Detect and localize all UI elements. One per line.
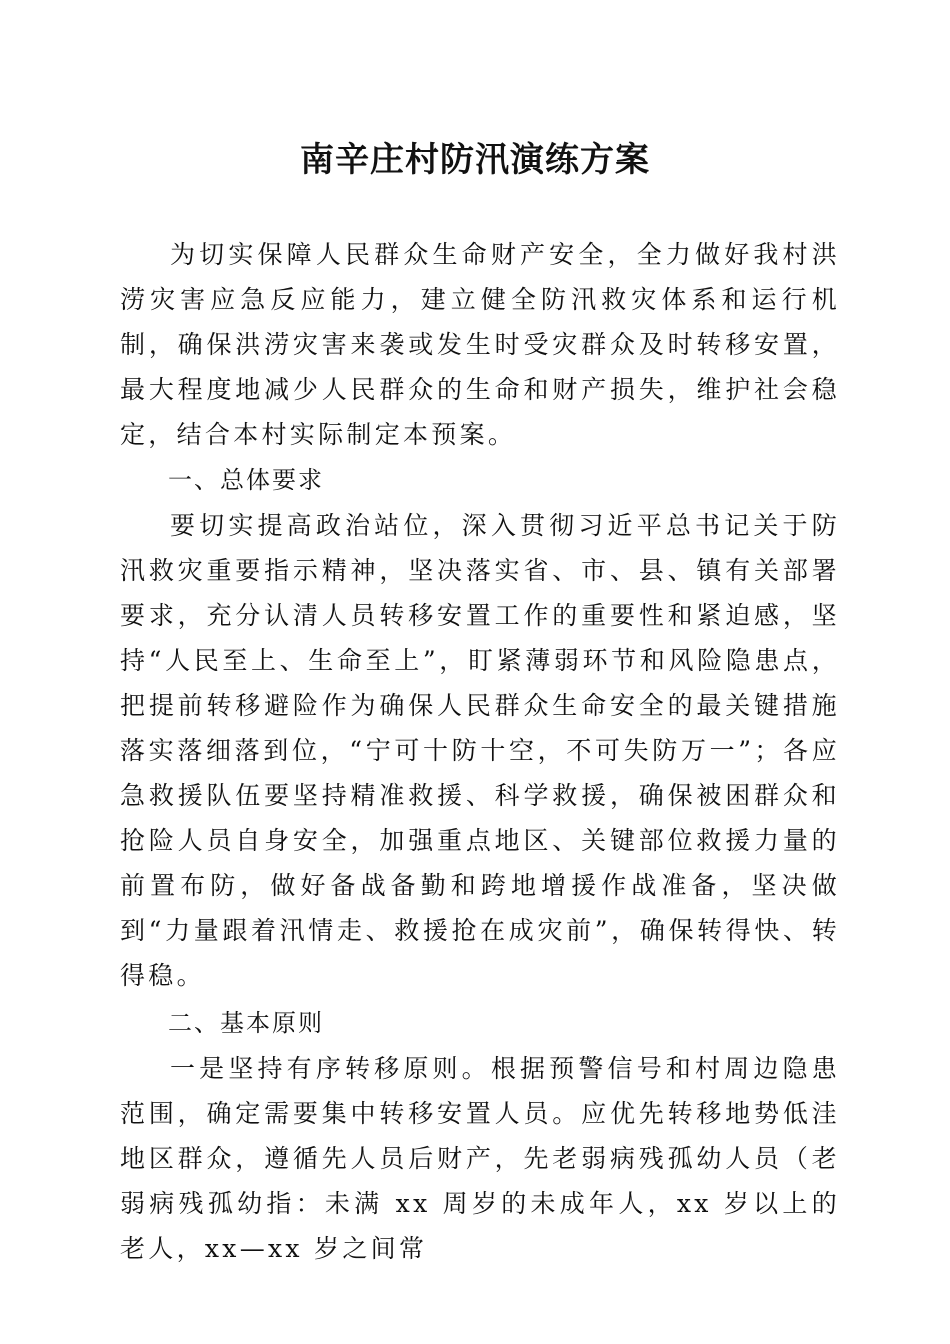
section-heading-basic-principles: 二、基本原则: [168, 1009, 324, 1037]
basic-principles-paragraph: 一是坚持有序转移原则。根据预警信号和村周边隐患范围，确定需要集中转移安置人员。应优先转移地势低洼地区群众，遵循先人员后财产，先老弱病残孤幼人员（老弱病残孤幼指：未满 xx 周岁的未成年人，xx 岁以上的老人，xx—xx 岁之间常: [120, 1054, 840, 1263]
general-requirements-paragraph: 要切实提高政治站位，深入贯彻习近平总书记关于防汛救灾重要指示精神，坚决落实省、市、县、镇有关部署要求，充分认清人员转移安置工作的重要性和紧迫感，坚持“人民至上、生命至上”，盯紧薄弱环节和风险隐患点，把提前转移避险作为确保人民群众生命安全的最关键措施落实落细落到位，“宁可十防十空，不可失防万一”；各应急救援队伍要坚持精准救援、科学救援，确保被困群众和抢险人员自身安全，加强重点地区、关键部位救援力量的前置布防，做好备战备勤和跨地增援作战准备，坚决做到“力量跟着汛情走、救援抢在成灾前”，确保转得快、转得稳。: [120, 511, 840, 990]
intro-paragraph: 为切实保障人民群众生命财产安全，全力做好我村洪涝灾害应急反应能力，建立健全防汛救灾体系和运行机制，确保洪涝灾害来袭或发生时受灾群众及时转移安置，最大程度地减少人民群众的生命和财产损失，维护社会稳定，结合本村实际制定本预案。: [120, 240, 840, 449]
document-body: [120, 232, 840, 1271]
section-heading-general-requirements: 一、总体要求: [168, 466, 324, 494]
document-title: 南辛庄村防汛演练方案: [300, 140, 650, 180]
